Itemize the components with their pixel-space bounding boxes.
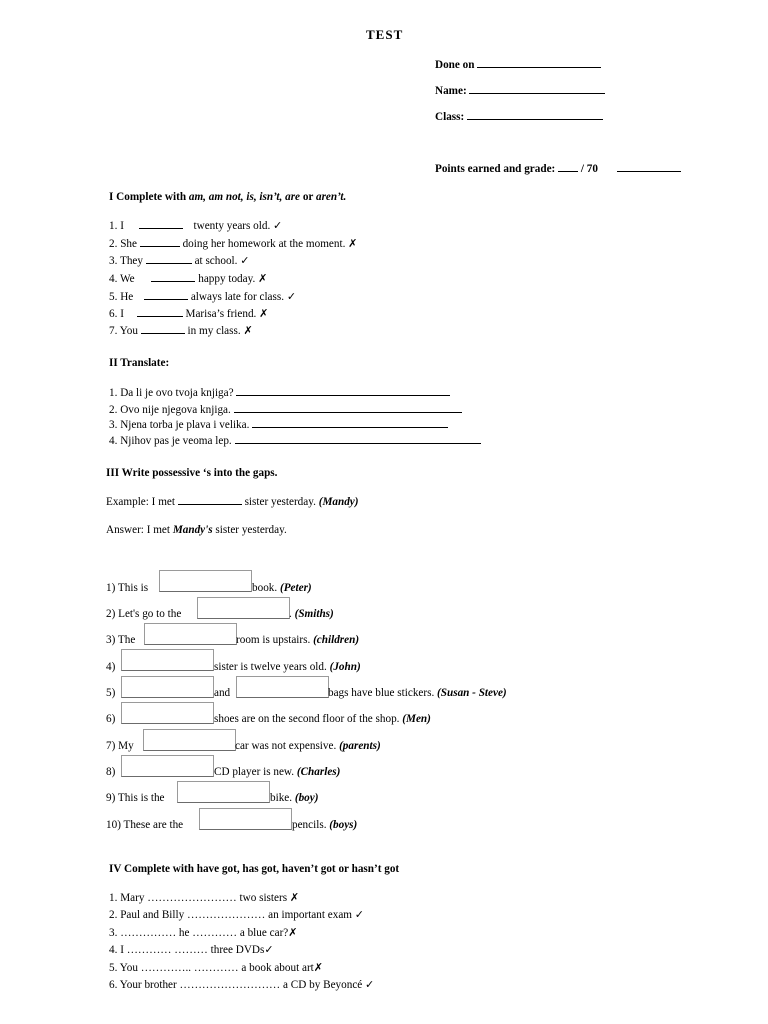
s1-item <box>109 307 269 320</box>
s3-hint: (Men) <box>402 713 431 725</box>
s3-item-start: 7) My <box>106 740 134 752</box>
s3-item <box>270 792 318 804</box>
s3-hint: (boy) <box>294 792 319 804</box>
done-on-field[interactable] <box>477 58 601 68</box>
s3-item <box>106 608 181 620</box>
s3-item <box>214 687 230 699</box>
section4-heading: IV Complete with have got, has got, haven’t got or hasn’t got <box>109 863 400 875</box>
s1-item-end: Marisa’s friend. ✗ <box>185 308 269 320</box>
s3-item-start: 4) <box>106 661 116 673</box>
s1-blank[interactable] <box>137 307 183 317</box>
example-text: Example: I met <box>106 496 175 508</box>
s4-item: 5. You ………….. ………… a book about art✗ <box>109 962 324 974</box>
s2-answer-line[interactable] <box>236 386 450 396</box>
s1-item-start: 4. We <box>109 273 135 285</box>
s3-item-end: CD player is new. <box>214 766 295 778</box>
points-total: / 70 <box>580 163 598 175</box>
s2-item <box>109 418 448 431</box>
s3-item <box>214 713 431 725</box>
s3-item <box>106 634 135 646</box>
s1-item-end: in my class. ✗ <box>187 325 253 337</box>
answer-text: Answer: I met <box>106 524 173 536</box>
s3-answer-box[interactable] <box>197 597 290 619</box>
s3-item-end: bike. <box>270 792 293 804</box>
s3-item-start: 2) Let's go to the <box>106 608 182 620</box>
s3-item-end: bags have blue stickers. <box>328 687 435 699</box>
s3-answer-box[interactable] <box>199 808 292 830</box>
s3-hint: (Smiths) <box>294 608 334 620</box>
s1-blank[interactable] <box>144 290 188 300</box>
answer-text-end: sister yesterday. <box>212 524 287 536</box>
grade-field[interactable] <box>617 162 681 172</box>
section2-heading: II Translate: <box>109 357 170 369</box>
s3-item <box>214 661 361 673</box>
s4-item: 6. Your brother ……………………… a CD by Beyoncé ✓ <box>109 979 375 991</box>
s2-item-text: 1. Da li je ovo tvoja knjiga? <box>109 387 234 399</box>
answer-line <box>106 524 287 536</box>
s3-item-end: sister is twelve years old. <box>214 661 327 673</box>
done-on-row <box>435 58 601 71</box>
s3-answer-box[interactable] <box>144 623 237 645</box>
name-label: Name: <box>435 85 467 97</box>
s3-hint: (Susan - Steve) <box>437 687 507 699</box>
points-row <box>435 162 681 175</box>
s3-item-start: 10) These are the <box>106 819 184 831</box>
s3-hint: (boys) <box>329 819 358 831</box>
s3-item <box>289 608 334 620</box>
s1-item <box>109 254 250 267</box>
s1-item <box>109 272 267 285</box>
s3-hint: (Peter) <box>279 582 312 594</box>
s1-item-start: 7. You <box>109 325 138 337</box>
s3-item-end: room is upstairs. <box>236 634 311 646</box>
s4-item: 2. Paul and Billy ………………… an important exam ✓ <box>109 909 365 921</box>
page-title: TEST <box>366 27 404 42</box>
s3-item-end: car was not expensive. <box>235 740 337 752</box>
s1-item-start: 5. He <box>109 291 134 303</box>
example-line <box>106 495 359 508</box>
s3-item-start: 3) The <box>106 634 136 646</box>
section1-heading <box>109 191 346 203</box>
s1-blank[interactable] <box>139 219 183 229</box>
s3-hint: (Charles) <box>296 766 341 778</box>
s1-blank[interactable] <box>141 324 185 334</box>
s3-answer-box[interactable] <box>121 755 214 777</box>
s3-item <box>106 819 183 831</box>
s3-item <box>328 687 507 699</box>
s3-answer-box[interactable] <box>177 781 270 803</box>
s2-answer-line[interactable] <box>235 434 481 444</box>
example-text-end: sister yesterday. <box>244 496 316 508</box>
s4-item: 4. I ………… ……… three DVDs✓ <box>109 944 274 956</box>
done-on-label: Done on <box>435 59 475 71</box>
s3-item-end: shoes are on the second floor of the shop. <box>214 713 400 725</box>
name-row <box>435 84 605 97</box>
s1-item-end: doing her homework at the moment. ✗ <box>182 238 358 250</box>
answer-bold: Mandy's <box>172 524 213 536</box>
s3-answer-box[interactable] <box>121 649 214 671</box>
example-blank <box>178 495 242 505</box>
name-field[interactable] <box>469 84 605 94</box>
s1-item <box>109 290 296 303</box>
s3-answer-box[interactable] <box>121 676 214 698</box>
section1-heading-last: aren’t. <box>315 191 347 203</box>
s3-item <box>292 819 357 831</box>
s3-item <box>106 766 115 778</box>
s1-item-start: 1. I <box>109 220 124 232</box>
s1-item-end: always late for class. ✓ <box>190 291 297 303</box>
s2-answer-line[interactable] <box>234 403 462 413</box>
section3-heading: III Write possessive ‘s into the gaps. <box>106 467 278 479</box>
s2-item <box>109 434 481 447</box>
s1-item <box>109 324 253 337</box>
s2-item-text: 3. Njena torba je plava i velika. <box>109 419 250 431</box>
s1-item-start: 2. She <box>109 238 137 250</box>
s3-item-start: 6) <box>106 713 116 725</box>
s3-item <box>214 766 340 778</box>
s2-item <box>109 403 462 416</box>
s3-item-end: . <box>289 608 292 620</box>
s1-item <box>109 237 358 250</box>
section1-heading-or: or <box>300 191 316 203</box>
s3-item-start: 5) <box>106 687 116 699</box>
s3-hint: (parents) <box>339 740 381 752</box>
s1-blank[interactable] <box>140 237 180 247</box>
s3-item-start: 8) <box>106 766 116 778</box>
s3-answer-box[interactable] <box>159 570 252 592</box>
class-label: Class: <box>435 111 465 123</box>
s3-item <box>235 740 381 752</box>
class-field[interactable] <box>467 110 603 120</box>
s3-item <box>106 582 148 594</box>
s1-item-start: 6. I <box>109 308 124 320</box>
section1-heading-words: am, am not, is, isn’t, are <box>188 191 301 203</box>
s3-answer-box[interactable] <box>143 729 236 751</box>
s1-item <box>109 219 282 232</box>
s3-item-end: pencils. <box>292 819 327 831</box>
s3-hint: (John) <box>329 661 361 673</box>
class-row <box>435 110 603 123</box>
s1-item-end: at school. ✓ <box>194 255 250 267</box>
s3-item-mid: and <box>214 687 231 699</box>
s1-item-start: 3. They <box>109 255 143 267</box>
points-field[interactable] <box>558 162 578 172</box>
s1-item-end: happy today. ✗ <box>198 273 268 285</box>
s1-blank[interactable] <box>146 254 192 264</box>
s2-answer-line[interactable] <box>252 418 448 428</box>
s2-item-text: 2. Ovo nije njegova knjiga. <box>109 404 231 416</box>
s4-item: 1. Mary …………………… two sisters ✗ <box>109 892 300 904</box>
s3-item <box>236 634 359 646</box>
s4-item: 3. …………… he ………… a blue car?✗ <box>109 927 298 939</box>
s3-answer-box[interactable] <box>121 702 214 724</box>
s3-item-start: 1) This is <box>106 582 149 594</box>
s3-item-start: 9) This is the <box>106 792 165 804</box>
s2-item-text: 4. Njihov pas je veoma lep. <box>109 435 232 447</box>
s1-item-end: twenty years old. ✓ <box>193 220 283 232</box>
s3-item <box>106 740 134 752</box>
s3-item-end: book. <box>252 582 278 594</box>
s3-item <box>106 792 165 804</box>
example-hint: (Mandy) <box>318 496 359 508</box>
s3-item <box>106 661 115 673</box>
section1-heading-text: I Complete with <box>109 191 189 203</box>
s3-item <box>106 687 115 699</box>
s1-blank[interactable] <box>151 272 195 282</box>
points-label: Points earned and grade: <box>435 163 556 175</box>
s3-answer-box[interactable] <box>236 676 329 698</box>
s2-item <box>109 386 450 399</box>
s3-item <box>106 713 115 725</box>
s3-item <box>252 582 312 594</box>
s3-hint: (children) <box>313 634 360 646</box>
